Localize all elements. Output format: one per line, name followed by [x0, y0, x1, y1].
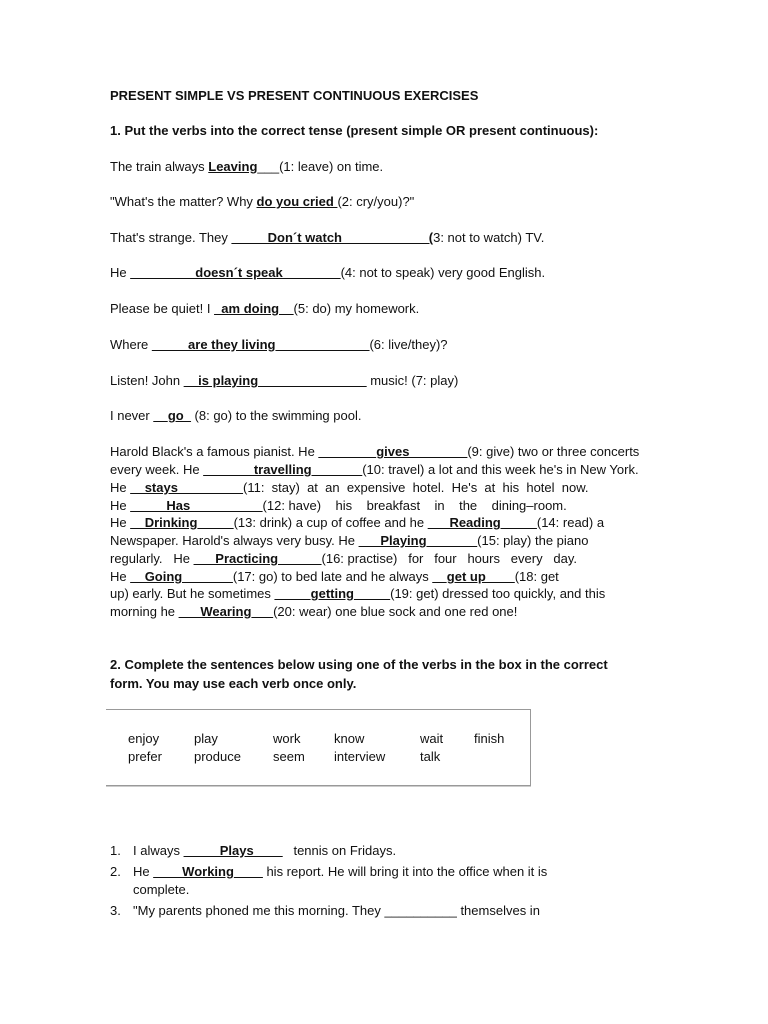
list-number: 3. — [110, 903, 121, 918]
verb-word: play — [194, 731, 218, 746]
exercise1-heading: 1. Put the verbs into the correct tense (present simple OR present continuous): — [110, 123, 599, 138]
verb-word: produce — [194, 749, 241, 764]
sentence-3: That's strange. They _____Don´t watch____________(3: not to watch) TV. — [110, 230, 545, 245]
paragraph-line: Newspaper. Harold's always very busy. He ___Playing_______(15: play) the piano — [110, 533, 589, 548]
sentence-2: "What's the matter? Why do you cried (2: cry/you)?" — [110, 194, 415, 209]
verb-box-row — [106, 749, 530, 766]
list-number: 2. — [110, 864, 121, 879]
list-item: "My parents phoned me this morning. They __________ themselves in — [133, 903, 540, 918]
answer-13: __Drinking_____ — [130, 515, 234, 530]
verb-word: know — [334, 731, 365, 746]
answer-8: __go_ — [153, 408, 191, 423]
answer-2: do you cried — [256, 194, 338, 209]
answer-17: __Going_______ — [130, 569, 233, 584]
paragraph-line: He __stays_________(11: stay) at an expensive hotel. He's at his hotel now. — [110, 480, 589, 495]
sentence-1: The train always Leaving___(1: leave) on time. — [110, 159, 384, 174]
paragraph-line: regularly. He ___Practicing______(16: practise) for four hours every day. — [110, 551, 578, 566]
answer-5: _am doing__ — [214, 301, 294, 316]
list-item: He ____Working____ his report. He will bring it into the office when it is — [133, 864, 548, 879]
verb-word: work — [273, 731, 301, 746]
verb-word: finish — [474, 731, 505, 746]
list-answer-blank: __________ — [384, 903, 457, 918]
page-title: PRESENT SIMPLE VS PRESENT CONTINUOUS EXERCISES — [110, 88, 479, 103]
answer-3: _____Don´t watch____________( — [231, 230, 434, 245]
list-answer-2: ____Working____ — [153, 864, 263, 879]
answer-14: ___Reading_____ — [427, 515, 537, 530]
paragraph-line: every week. He _______travelling_______(10: travel) a lot and this week he's in New York. — [110, 462, 639, 477]
exercise2-heading-line2: form. You may use each verb once only. — [110, 676, 357, 691]
answer-4: _________doesn´t speak________ — [130, 265, 341, 280]
answer-19: _____getting_____ — [274, 586, 391, 601]
answer-9: ________gives________ — [318, 444, 468, 459]
answer-7: __is playing_______________ — [183, 373, 367, 388]
paragraph-line: Harold Black's a famous pianist. He ________gives________(9: give) two or three concerts — [110, 444, 640, 459]
sentence-4: He _________doesn´t speak________(4: not to speak) very good English. — [110, 265, 546, 280]
sentence-5: Please be quiet! I _am doing__(5: do) my homework. — [110, 301, 420, 316]
answer-1: Leaving — [208, 159, 258, 174]
sentence-8: I never __go_ (8: go) to the swimming pool. — [110, 408, 362, 423]
sentence-7: Listen! John __is playing_______________ music! (7: play) — [110, 373, 459, 388]
list-item: I always _____Plays____ tennis on Fridays. — [133, 843, 397, 858]
answer-18: __get up____ — [432, 569, 515, 584]
list-number: 1. — [110, 843, 121, 858]
paragraph-line: He __Drinking_____(13: drink) a cup of coffee and he ___Reading_____(14: read) a — [110, 515, 605, 530]
verb-box — [106, 709, 531, 786]
sentence-6: Where _____are they living_____________(6: live/they)? — [110, 337, 448, 352]
verb-word: seem — [273, 749, 305, 764]
verb-word: prefer — [128, 749, 162, 764]
paragraph-line: up) early. But he sometimes _____getting_____(19: get) dressed too quickly, and this — [110, 586, 606, 601]
answer-15: ___Playing_______ — [358, 533, 478, 548]
answer-11: __stays_________ — [130, 480, 244, 495]
answer-6: _____are they living_____________ — [151, 337, 370, 352]
answer-12: _____Has__________ — [130, 498, 263, 513]
answer-20: ___Wearing___ — [178, 604, 274, 619]
verb-word: wait — [420, 731, 444, 746]
verb-box-row — [106, 731, 530, 748]
verb-word: talk — [420, 749, 441, 764]
answer-16: ___Practicing______ — [193, 551, 322, 566]
answer-10: _______travelling_______ — [203, 462, 363, 477]
verb-word: enjoy — [128, 731, 160, 746]
list-answer-1: _____Plays____ — [183, 843, 283, 858]
verb-word: interview — [334, 749, 386, 764]
paragraph-line: He __Going_______(17: go) to bed late and he always __get up____(18: get — [110, 569, 559, 584]
list-item-continuation: complete. — [133, 882, 190, 897]
paragraph-line: morning he ___Wearing___(20: wear) one blue sock and one red one! — [110, 604, 518, 619]
exercise2-heading: 2. Complete the sentences below using one of the verbs in the box in the correct — [110, 657, 608, 672]
paragraph-line: He _____Has__________(12: have) his breakfast in the dining–room. — [110, 498, 567, 513]
